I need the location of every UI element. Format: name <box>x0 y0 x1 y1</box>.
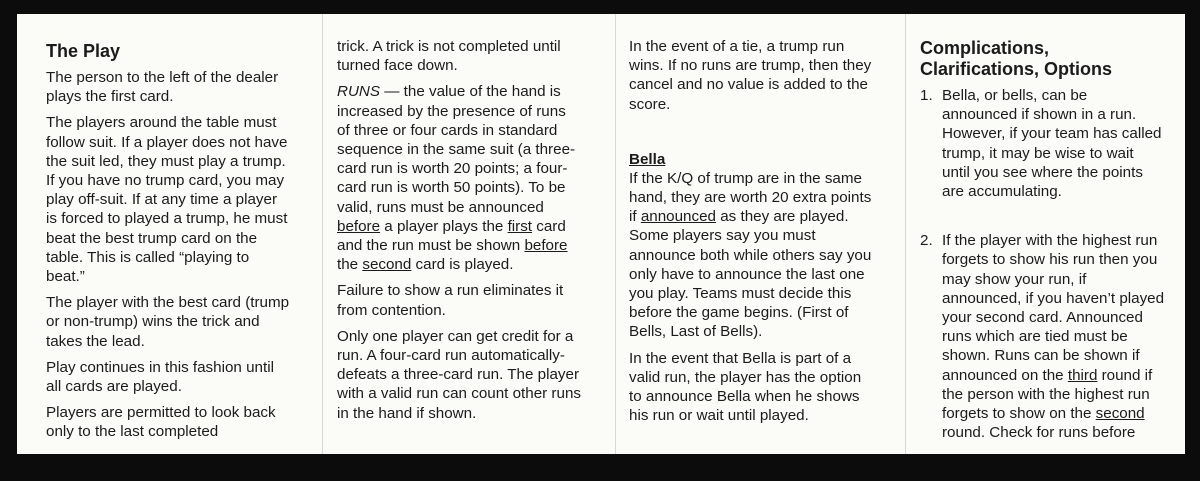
heading-the-play: The Play <box>46 41 121 61</box>
underline-before: before <box>337 217 381 235</box>
underline-third: third <box>1067 366 1098 384</box>
list-item: 1. Bella, or bells, can be announced if shown in a run. However, if your team has called trump, it may be wise to wait until you see where the points are accumulating. <box>920 87 1162 201</box>
instruction-leaflet <box>17 14 1185 454</box>
item-number: 1. <box>920 87 933 104</box>
column-complications <box>920 38 1165 478</box>
fold-line <box>322 14 323 454</box>
fold-line <box>615 14 616 454</box>
heading-complications: Complications, Clarifications, Options <box>920 38 1113 79</box>
heading-bella: Bella <box>629 150 666 168</box>
underline-first: first <box>507 217 533 235</box>
paragraph-best-card: The player with the best card (trump or non-trump) wins the trick and takes the lead. <box>46 294 290 350</box>
column-bella <box>629 37 873 477</box>
paragraph-bella: If the K/Q of trump are in the same hand, they are worth 20 extra points if announced as they are played. Some players say you must announce both while others say you only have to announce the last one you play. Teams must decide this before the game begins. (First of Bells, Last of Bells). <box>629 169 872 341</box>
paragraph-first-card: The person to the left of the dealer plays the first card. <box>46 69 279 106</box>
list-item: 2. If the player with the highest run forgets to show his run then you may show your run, if announced, if you haven’t played your second card. Announced runs which are tied must be shown. Runs can be shown if announced on the third round if the person with the highest run forgets to show on the second round. Check for runs before <box>920 232 1165 442</box>
paragraph-look-back: Players are permitted to look back only to the last completed <box>46 404 276 441</box>
underline-second: second <box>1095 405 1145 423</box>
column-the-play <box>46 41 292 481</box>
paragraph-failure: Failure to show a run eliminates it from contention. <box>337 282 564 319</box>
paragraph-bella-run: In the event that Bella is part of a valid run, the player has the option to announce Bella when he shows his run or wait until played. <box>629 349 862 425</box>
paragraph-follow-suit: The players around the table must follow suit. If a player does not have the suit led, they must play a trump. If you have no trump card, you may play off-suit. If at any time a player is forced to played a trump, he must beat the best trump card on the table. This is called “playing to beat.” <box>46 114 288 286</box>
item-number: 2. <box>920 232 933 250</box>
paragraph-credit: Only one player can get credit for a run. A four-card run automatically-defeats a three-card run. The player with a valid run can count other runs in the hand if shown. <box>337 327 581 422</box>
paragraph-trick-complete: trick. A trick is not completed until turned face down. <box>337 38 561 75</box>
paragraph-tie: In the event of a tie, a trump run wins. If no runs are trump, then they cancel and no value is added to the score. <box>629 38 872 113</box>
paragraph-play-continues: Play continues in this fashion until all cards are played. <box>46 358 274 396</box>
runs-label: RUNS <box>337 83 381 101</box>
column-runs <box>337 37 581 477</box>
underline-before: before <box>524 237 568 255</box>
underline-announced: announced <box>640 208 716 226</box>
fold-line <box>905 14 906 454</box>
paragraph-runs: RUNS — the value of the hand is increased by the presence of runs of three or four cards in standard sequence in the same suit (a three-card run is worth 20 points; a four-card run is worth 50 points). To be valid, runs must be announced before a player plays the first card and the run must be shown before the second card is played. <box>337 83 576 274</box>
underline-second: second <box>362 256 412 274</box>
options-list <box>920 86 1165 442</box>
